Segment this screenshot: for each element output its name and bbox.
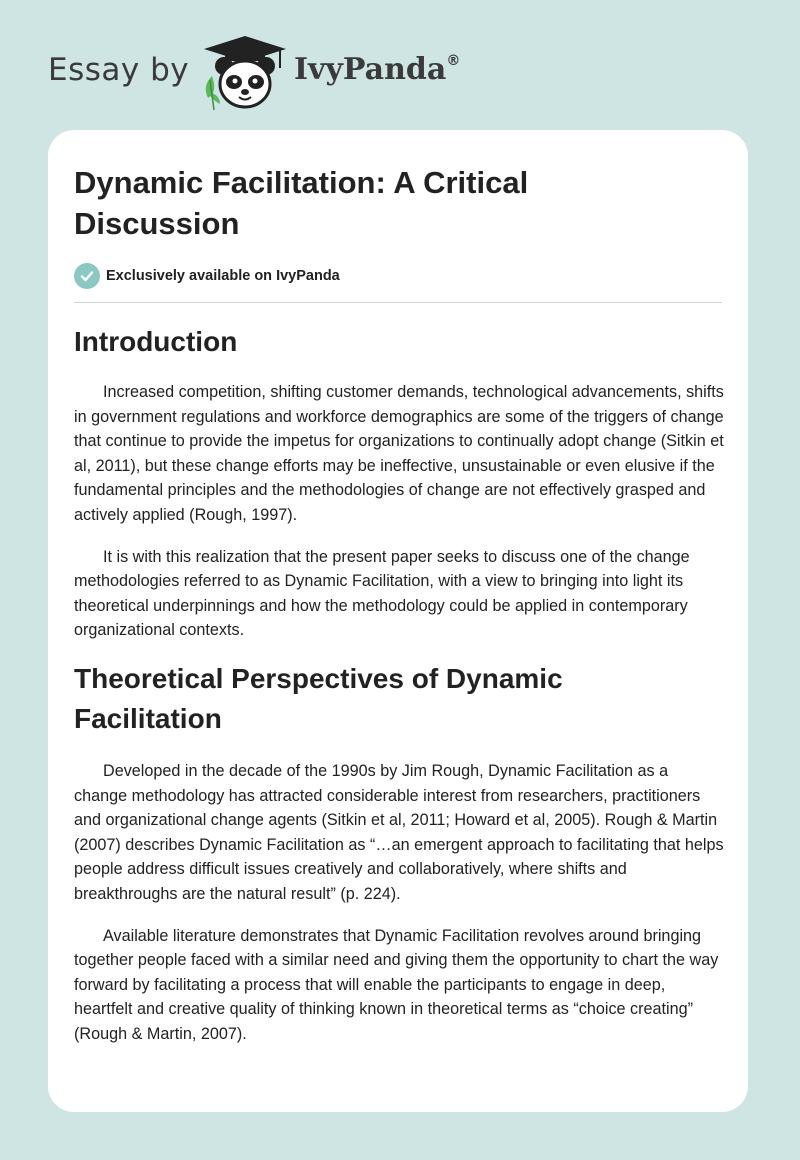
exclusive-badge [74,262,340,290]
paragraph: It is with this realization that the present paper seeks to discuss one of the change methodologies referred to as Dynamic Facilitation, with a view to bringing into light its theoretical underpinnings and how the methodology could be applied in contemporary organizational contexts. [74,547,690,640]
brand-name: IvyPanda® [294,52,461,87]
site-header [48,30,748,110]
article-body [74,320,724,1046]
section-heading-theoretical-perspectives: Theoretical Perspectives of Dynamic Facilitation [74,662,563,734]
essay-card [48,130,748,1112]
badge-label: Exclusively available on IvyPanda [106,268,340,284]
panda-logo-icon [200,34,290,112]
paragraph: Increased competition, shifting customer demands, technological advancements, shifts in government regulations and workforce demographics are some of the triggers of change that continue to provide the impetus for organizations to continually adopt change (Sitkin et al, 2011), but these change efforts may be ineffective, unsustainable or even elusive if the fundamental principles and the methodologies of change are not effectively grasped and actively applied (Rough, 1997). [74,383,724,524]
check-icon [74,263,100,289]
divider [74,302,722,303]
section-heading-introduction: Introduction [74,326,238,357]
page-title: Dynamic Facilitation: A Critical Discussion [74,165,529,241]
essay-by-label: Essay by [48,52,190,88]
paragraph: Developed in the decade of the 1990s by Jim Rough, Dynamic Facilitation as a change methodology has attracted considerable interest from researchers, practitioners and organizational change agents (Sitkin et al, 2011; Howard et al, 2005). Rough & Martin (2007) describes Dynamic Facilitation as “…an emergent approach to facilitating that helps people address difficult issues creatively and collaboratively, where shifts and breakthroughs are the natural result” (p. 224). [74,761,724,903]
paragraph: Available literature demonstrates that Dynamic Facilitation revolves around bringing together people faced with a similar need and giving them the opportunity to chart the way forward by facilitating a process that will enable the participants to engage in deep, heartfelt and creative quality of thinking known in theoretical terms as “choice creating” (Rough & Martin, 2007). [74,926,719,1043]
